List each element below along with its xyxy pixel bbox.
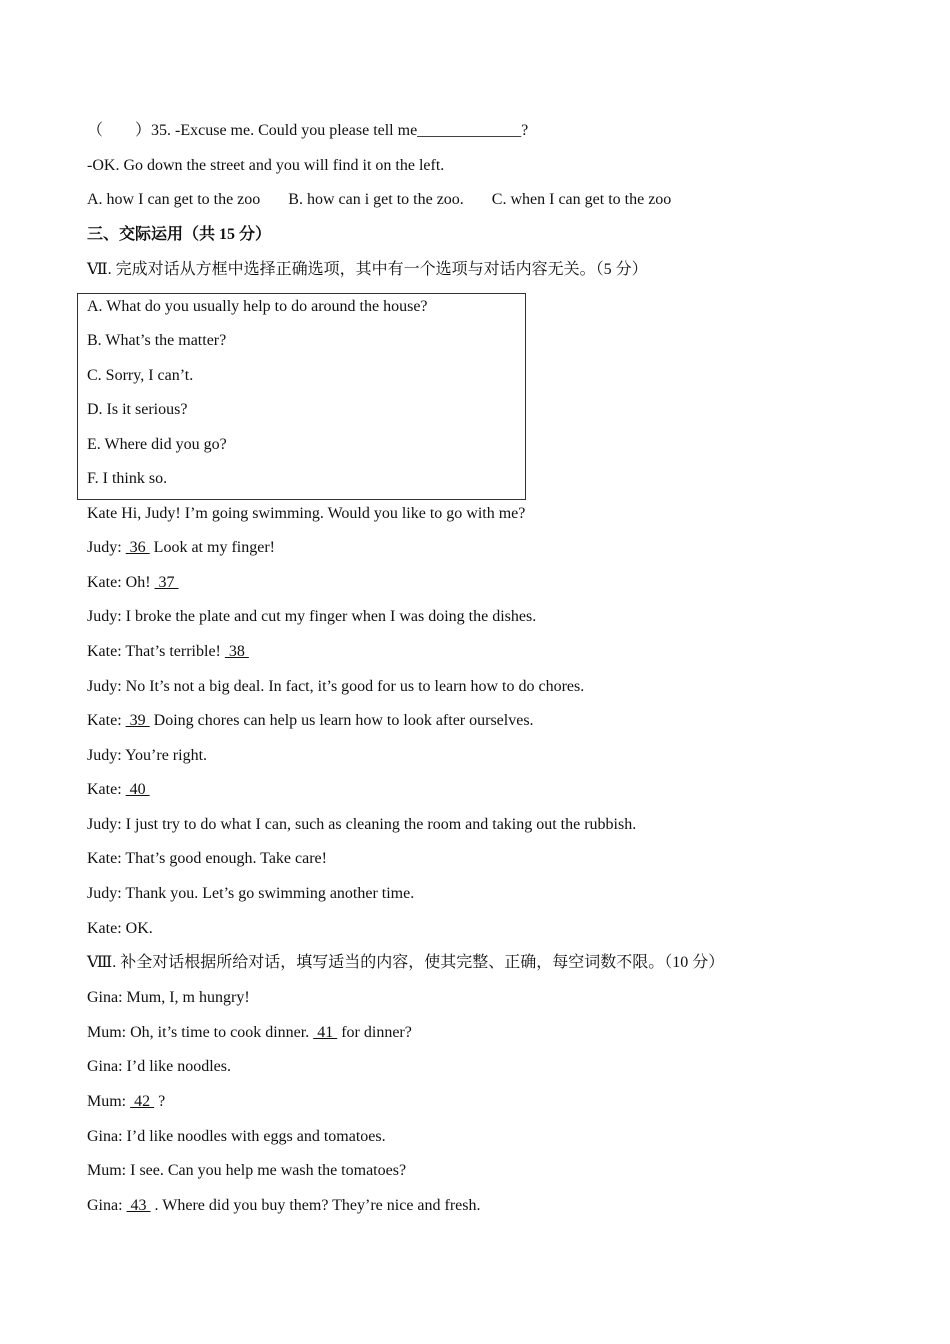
line-text: Kate: That’s terrible!	[87, 643, 225, 660]
line-text-after: for dinner?	[337, 1024, 412, 1041]
line-text: Judy: You’re right.	[87, 747, 208, 764]
blank-40: 40	[125, 781, 150, 798]
dialogue-line	[87, 988, 250, 1008]
dialogue-line	[87, 642, 249, 662]
dialogue-line	[87, 504, 525, 524]
line-text-after: ?	[154, 1093, 166, 1110]
line-text: Kate:	[87, 781, 126, 798]
line-text: Gina: I’d like noodles.	[87, 1058, 231, 1075]
dialogue-line	[87, 815, 636, 835]
line-text: Judy: I just try to do what I can, such as cleaning the room and taking out the rubbish.	[87, 816, 637, 833]
line-text: Judy: I broke the plate and cut my finger when I was doing the dishes.	[87, 608, 537, 625]
blank-36: 36	[125, 539, 150, 556]
line-text: Kate:	[87, 712, 126, 729]
line-text: Kate: That’s good enough. Take care!	[87, 850, 327, 867]
question-35	[87, 121, 528, 141]
question-35-options	[87, 190, 699, 210]
dialogue-line	[87, 1057, 231, 1077]
dialogue-line	[87, 1196, 481, 1216]
section-3-title: 三、交际运用（共 15 分）	[87, 226, 272, 243]
question-35-stem: 35. -Excuse me. Could you please tell me	[151, 122, 418, 139]
question-35-response: -OK. Go down the street and you will find it on the left.	[87, 157, 445, 174]
line-text: Mum: Oh, it’s time to cook dinner.	[87, 1024, 314, 1041]
line-text: Kate: Oh!	[87, 574, 155, 591]
line-text: Judy:	[87, 539, 126, 556]
choice-e: E. Where did you go?	[87, 436, 227, 453]
blank-37: 37	[154, 574, 179, 591]
choice-a: A. What do you usually help to do around the house?	[87, 298, 428, 315]
question-35-end: ?	[521, 122, 529, 139]
blank-42: 42	[130, 1093, 155, 1110]
line-text: Gina:	[87, 1197, 127, 1214]
line-text: Judy: Thank you. Let’s go swimming another time.	[87, 885, 415, 902]
part-7-instruction: Ⅶ. 完成对话从方框中选择正确选项，其中有一个选项与对话内容无关。（5 分）	[87, 261, 648, 278]
choices-box	[77, 293, 526, 500]
line-text: Mum: I see. Can you help me wash the tomatoes?	[87, 1162, 407, 1179]
choice-b: B. What’s the matter?	[87, 332, 227, 349]
line-text: Judy: No It’s not a big deal. In fact, it’s good for us to learn how to do chores.	[87, 678, 585, 695]
line-text: Kate: OK.	[87, 920, 153, 937]
dialogue-line	[87, 919, 153, 939]
dialogue-line	[87, 711, 534, 731]
dialogue-line	[87, 780, 150, 800]
blank-41: 41	[313, 1024, 338, 1041]
option-b: B. how can i get to the zoo.	[288, 191, 464, 208]
choice-c: C. Sorry, I can’t.	[87, 367, 194, 384]
choice-d: D. Is it serious?	[87, 401, 188, 418]
dialogue-line	[87, 849, 327, 869]
dialogue-line	[87, 1161, 406, 1181]
dialogue-line	[87, 677, 584, 697]
dialogue-line	[87, 746, 207, 766]
part-8-instruction: Ⅷ. 补全对话根据所给对话，填写适当的内容，使其完整、正确，每空词数不限。（10 分）	[87, 954, 725, 971]
dialogue-line	[87, 607, 536, 627]
blank-38: 38	[224, 643, 249, 660]
option-c: C. when I can get to the zoo	[491, 191, 672, 208]
dialogue-line	[87, 884, 414, 904]
question-35-blank: _____________	[417, 122, 522, 139]
line-text-after: Look at my finger!	[149, 539, 275, 556]
line-text: Gina: I’d like noodles with eggs and tomatoes.	[87, 1128, 386, 1145]
line-text: Kate Hi, Judy! I’m going swimming. Would you like to go with me?	[87, 505, 526, 522]
line-text: Gina: Mum, I, m hungry!	[87, 989, 250, 1006]
line-text-after: . Where did you buy them? They’re nice and fresh.	[150, 1197, 481, 1214]
line-text-after: Doing chores can help us learn how to look after ourselves.	[149, 712, 534, 729]
dialogue-line	[87, 1127, 386, 1147]
choice-f: F. I think so.	[87, 470, 168, 487]
blank-43: 43	[126, 1197, 151, 1214]
dialogue-line	[87, 573, 179, 593]
answer-bracket: （ ）	[87, 122, 152, 139]
dialogue-line	[87, 538, 275, 558]
dialogue-line	[87, 1023, 412, 1043]
option-a: A. how I can get to the zoo	[87, 191, 261, 208]
dialogue-line	[87, 1092, 165, 1112]
line-text: Mum:	[87, 1093, 131, 1110]
blank-39: 39	[125, 712, 150, 729]
